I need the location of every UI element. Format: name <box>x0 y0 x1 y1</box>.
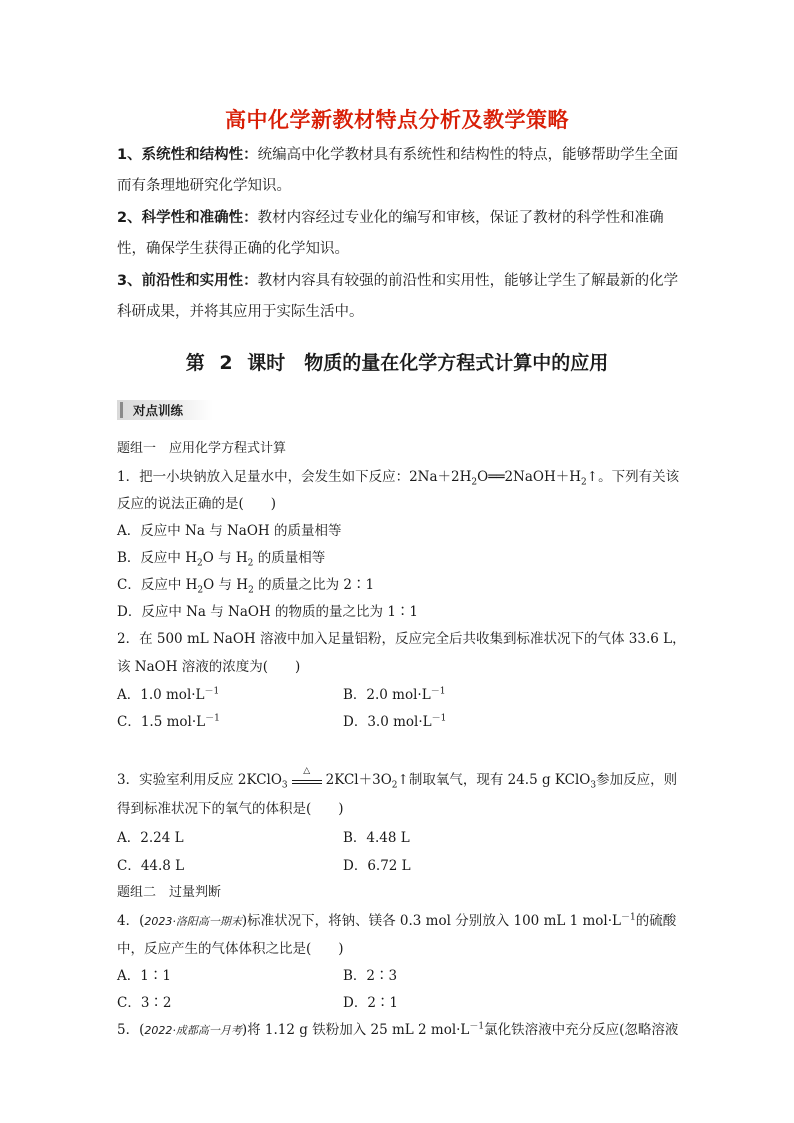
question-4-option-d: D．2∶1 <box>343 995 399 1011</box>
question-4-option-a: A．1∶1 <box>117 968 171 984</box>
question-4-option-b: B．2∶3 <box>343 968 398 984</box>
question-4-stem-line2: 中，反应产生的气体体积之比是( ) <box>117 941 344 957</box>
question-2-option-d: D．3.0 $mol\cdot L^{-1}$ <box>343 713 447 730</box>
question-1-option-d: D．反应中 Na 与 NaOH 的物质的量之比为 1∶1 <box>117 604 419 620</box>
page-title: 高中化学新教材特点分析及教学策略 <box>225 108 569 132</box>
question-1-option-c: C．反应中 $H_2O$ 与 $H_2$ 的质量之比为 2∶1 <box>117 577 375 596</box>
question-2-stem-line2: 该 NaOH 溶液的浓度为( ) <box>117 659 301 675</box>
question-2-option-b: B．2.0 $mol\cdot L^{-1}$ <box>343 686 446 703</box>
heating-equals-sign: △ <box>292 774 322 788</box>
question-4-source: 2023·洛阳高一期末 <box>144 915 242 928</box>
question-3-option-c: C．44.8 L <box>117 858 185 874</box>
question-2-option-a: A．1.0 $mol\cdot L^{-1}$ <box>117 686 220 703</box>
section-badge <box>117 400 213 420</box>
intro-paragraph-1: 1、系统性和结构性：统编高中化学教材具有系统性和结构性的特点，能够帮助学生全面而有条理地研究化学知识。 <box>117 147 679 194</box>
question-3-stem-line2: 得到标准状况下的氧气的体积是( ) <box>117 801 344 817</box>
group-heading-2: 题组二 过量判断 <box>117 885 222 900</box>
group-heading-1: 题组一 应用化学方程式计算 <box>117 441 287 456</box>
question-3-stem: 3．实验室利用反应 2KClO$_3$ △ $2KCl+3O_2↑$制取氧气，现有 24.5 g KClO$_3$参加反应，则 <box>117 765 678 791</box>
lesson-title: 第 2 课时 物质的量在化学方程式计算中的应用 <box>185 352 609 374</box>
intro-paragraph-3: 3、前沿性和实用性：教材内容具有较强的前沿性和实用性，能够让学生了解最新的化学科研成果，并将其应用于实际生活中。 <box>117 273 679 320</box>
question-5-source: 2022·成都高一月考 <box>144 1024 242 1037</box>
question-1-option-b: B．反应中 $H_2O$ 与 $H_2$ 的质量相等 <box>117 550 326 569</box>
question-3-option-a: A．2.24 L <box>117 830 184 846</box>
question-3-option-b: B．4.48 L <box>343 830 410 846</box>
question-1-option-a: A．反应中 Na 与 NaOH 的质量相等 <box>117 523 342 539</box>
question-1-stem: 1．把一小块钠放入足量水中，会发生如下反应：$2Na+2H_2O══2NaOH+H_2↑$。下列有关该 <box>117 469 680 488</box>
question-2-option-c: C．1.5 $mol\cdot L^{-1}$ <box>117 713 220 730</box>
question-2-stem: 2．在 500 mL NaOH 溶液中加入足量铝粉，反应完全后共收集到标准状况下的气体 33.6 L， <box>117 631 686 647</box>
question-3-option-d: D．6.72 L <box>343 858 411 874</box>
intro-paragraph-2: 2、科学性和准确性：教材内容经过专业化的编写和审核，保证了教材的科学性和准确性，确保学生获得正确的化学知识。 <box>117 210 664 257</box>
badge-bar-icon <box>120 402 123 418</box>
question-4-stem: 4．(2023·洛阳高一期末)标准状况下，将钠、镁各 0.3 mol 分别放入 100 mL 1 $mol\cdot L^{-1}$的硫酸 <box>117 912 677 929</box>
question-4-option-c: C．3∶2 <box>117 995 172 1011</box>
question-1-stem-line2: 反应的说法正确的是( ) <box>117 496 277 512</box>
section-badge-label: 对点训练 <box>133 403 184 418</box>
question-5-stem: 5．(2022·成都高一月考)将 1.12 g 铁粉加入 25 mL 2 $mol\cdot L^{-1}$氯化铁溶液中充分反应(忽略溶液 <box>117 1021 679 1038</box>
